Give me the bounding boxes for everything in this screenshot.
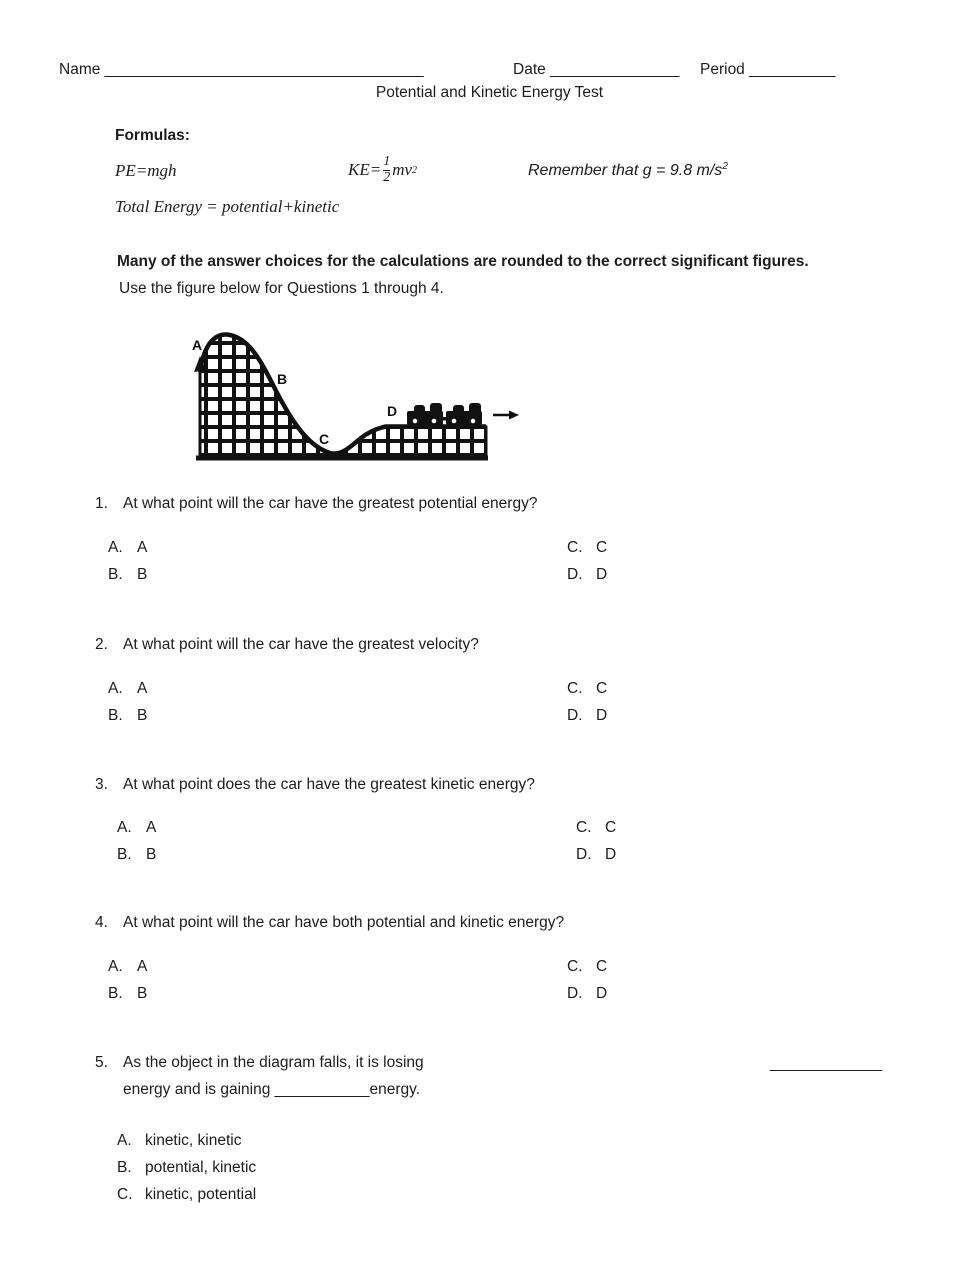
rounding-note: Many of the answer choices for the calculations are rounded to the correct significant figures.: [117, 253, 809, 270]
question-4-number: 4.: [95, 914, 108, 931]
name-blank-line[interactable]: _____________________________________: [104, 61, 424, 78]
q3-option-d: D. D: [576, 846, 617, 863]
question-2-text: At what point will the car have the greatest velocity?: [123, 636, 479, 653]
car-coupling: [441, 417, 447, 421]
point-label-c: C: [319, 431, 330, 447]
ke-suffix: mv: [392, 160, 413, 179]
gravity-note: Remember that g = 9.8 $m/s^2$: [528, 161, 728, 179]
q3-option-b: B. B: [117, 846, 157, 863]
q4-option-c: C. C: [567, 958, 608, 975]
coaster-car-2: [446, 403, 482, 425]
q1-option-c: C. C: [567, 539, 608, 556]
question-4: [95, 913, 564, 932]
question-1-text: At what point will the car have the greatest potential energy?: [123, 495, 538, 512]
question-5-number: 5.: [95, 1054, 108, 1071]
page-title: Potential and Kinetic Energy Test: [375, 84, 604, 101]
question-4-text: At what point will the car have both potential and kinetic energy?: [123, 914, 565, 931]
ke-prefix: KE=: [348, 160, 382, 179]
question-3-number: 3.: [95, 776, 108, 793]
q2-option-a: A. A: [108, 680, 148, 697]
q4-option-d: D. D: [567, 985, 608, 1002]
q5-inline-blank-line[interactable]: ___________: [274, 1081, 370, 1098]
q4-option-a: A. A: [108, 958, 148, 975]
ke-exponent: 2: [412, 164, 418, 176]
question-1-number: 1.: [95, 495, 108, 512]
point-label-b: B: [277, 371, 288, 387]
direction-arrow-icon: [493, 411, 519, 420]
point-label-a: A: [192, 337, 203, 353]
period-blank-line[interactable]: __________: [749, 61, 836, 78]
ke-fraction: [383, 155, 390, 185]
q1-option-a: A. A: [108, 539, 148, 556]
coaster-support-lattice: [200, 335, 486, 458]
date-field: [513, 60, 679, 79]
period-label: Period: [700, 61, 745, 78]
question-5: [95, 1053, 424, 1072]
figure-instruction: Use the figure below for Questions 1 through 4.: [119, 280, 444, 297]
q2-option-c: C. C: [567, 680, 608, 697]
q5-right-blank-line[interactable]: _____________: [770, 1055, 883, 1072]
name-label: Name: [59, 61, 101, 78]
q5-option-c: C. kinetic, potential: [117, 1186, 257, 1203]
ke-numerator: 1: [383, 153, 391, 169]
q1-option-d: D. D: [567, 566, 608, 583]
roller-coaster-figure: [190, 327, 522, 467]
q2-option-d: D. D: [567, 707, 608, 724]
gravity-exponent: 2: [722, 161, 728, 172]
q3-option-a: A. A: [117, 819, 157, 836]
q4-option-b: B. B: [108, 985, 148, 1002]
q5-option-b: B. potential, kinetic: [117, 1159, 257, 1176]
q1-option-b: B. B: [108, 566, 148, 583]
total-energy-formula: Total Energy = potential+kinetic: [115, 197, 340, 216]
question-5-line1: As the object in the diagram falls, it is losing: [123, 1054, 424, 1071]
question-5-line2: energy and is gaining ___________energy.: [123, 1081, 421, 1098]
name-field: [59, 60, 424, 79]
q2-option-b: B. B: [108, 707, 148, 724]
q3-option-c: C. C: [576, 819, 617, 836]
date-blank-line[interactable]: _______________: [550, 61, 680, 78]
formulas-heading: Formulas:: [115, 127, 190, 144]
coaster-car-1: [407, 403, 443, 425]
q5-option-a: A. kinetic, kinetic: [117, 1132, 242, 1149]
question-2-number: 2.: [95, 636, 108, 653]
ke-denominator: 2: [383, 169, 391, 185]
point-label-d: D: [387, 403, 398, 419]
question-3-text: At what point does the car have the greatest kinetic energy?: [123, 776, 535, 793]
pe-formula: PE=mgh: [115, 161, 177, 180]
date-label: Date: [513, 61, 546, 78]
question-2: [95, 635, 479, 654]
ke-formula: [348, 147, 417, 193]
period-field: [700, 60, 835, 79]
question-3: [95, 775, 535, 794]
question-1: [95, 494, 537, 513]
